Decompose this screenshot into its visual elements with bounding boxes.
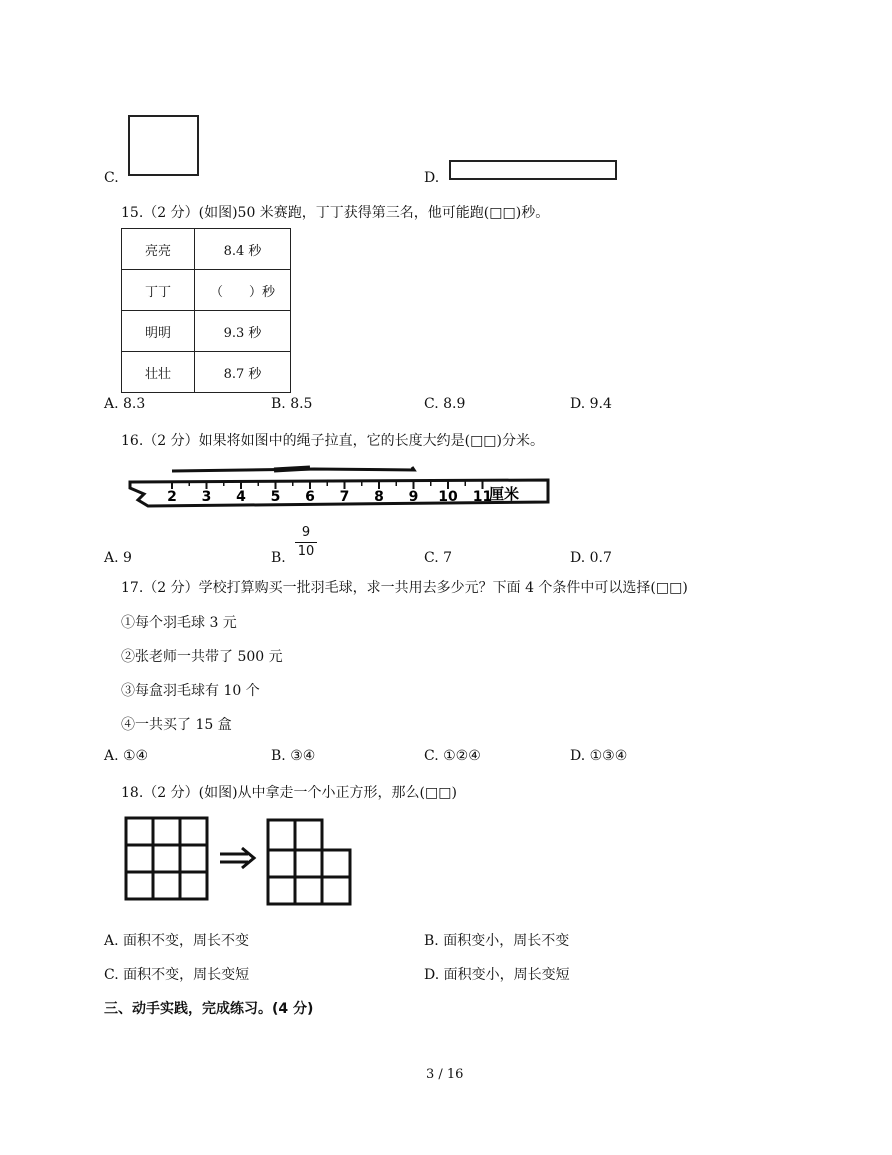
table-row [122, 270, 291, 311]
square-figure [128, 115, 199, 176]
ruler-tick-label: 9 [408, 489, 419, 505]
grid-3x3 [126, 818, 207, 899]
q15-option-a[interactable]: A. 8.3 [104, 396, 146, 412]
ruler-figure [124, 462, 554, 510]
q18-stem: 18.（2 分）(如图)从中拿走一个小正方形，那么(□□) [121, 785, 457, 801]
runner-name: 亮亮 [122, 229, 195, 270]
q15-option-c[interactable]: C. 8.9 [424, 396, 466, 412]
q17-condition-3: ③每盒羽毛球有 10 个 [121, 683, 260, 699]
rectangle-figure [449, 160, 617, 180]
q14-option-d-label: D. [424, 170, 440, 186]
page-number: 3 / 16 [426, 1067, 464, 1082]
q15-stem: 15.（2 分）(如图)50 米赛跑，丁丁获得第三名，他可能跑(□□)秒。 [121, 205, 550, 221]
q17-option-b[interactable]: B. ③④ [271, 748, 316, 764]
section-3-heading: 三、动手实践，完成练习。(4 分) [104, 1001, 314, 1017]
ruler-tick-label: 4 [236, 489, 246, 505]
ruler-tick-label: 6 [305, 489, 315, 505]
ruler-tick-label: 2 [167, 489, 177, 505]
rope-knot [274, 468, 310, 470]
ruler-tick-label: 5 [270, 489, 281, 505]
ruler-unit-label: 厘米 [489, 485, 520, 503]
runner-name: 丁丁 [122, 270, 195, 311]
fraction-numerator: 9 [301, 525, 311, 540]
q17-condition-4: ④一共买了 15 盒 [121, 717, 232, 733]
runner-time: 9.3 秒 [195, 311, 291, 352]
q17-option-a[interactable]: A. ①④ [104, 748, 149, 764]
table-row [122, 311, 291, 352]
q16-option-b[interactable]: B. [271, 550, 286, 566]
q16-option-d[interactable]: D. 0.7 [570, 550, 612, 566]
q17-option-c[interactable]: C. ①②④ [424, 748, 481, 764]
grid-minus-one [268, 820, 350, 904]
table-row [122, 352, 291, 393]
runner-time: 8.7 秒 [195, 352, 291, 393]
runner-name: 明明 [122, 311, 195, 352]
q17-option-d[interactable]: D. ①③④ [570, 748, 628, 764]
q17-condition-1: ①每个羽毛球 3 元 [121, 615, 237, 631]
ruler-tick-label: 3 [201, 489, 212, 505]
ruler-tick-label: 7 [339, 489, 350, 505]
table-row [122, 229, 291, 270]
q18-option-b[interactable]: B. 面积变小，周长不变 [424, 933, 570, 949]
q18-option-a[interactable]: A. 面积不变，周长不变 [104, 933, 250, 949]
q16-option-a[interactable]: A. 9 [104, 550, 132, 566]
ruler-tick-label: 11 [472, 489, 493, 505]
fraction-denominator: 10 [297, 544, 315, 559]
squares-figure [122, 814, 358, 914]
ruler-tick-label: 10 [438, 489, 458, 505]
q16-stem: 16.（2 分）如果将如图中的绳子拉直，它的长度大约是(□□)分米。 [121, 433, 544, 449]
ruler-tick-label: 8 [374, 489, 384, 505]
runner-time: （ ）秒 [195, 270, 291, 311]
runner-name: 壮壮 [122, 352, 195, 393]
q15-time-table [121, 228, 291, 393]
q14-option-c-label: C. [104, 170, 119, 186]
q18-option-c[interactable]: C. 面积不变，周长变短 [104, 967, 250, 983]
right-arrow-icon [220, 848, 254, 868]
q17-stem: 17.（2 分）学校打算购买一批羽毛球，求一共用去多少元？下面 4 个条件中可以选择(□□) [121, 580, 688, 596]
q16-option-c[interactable]: C. 7 [424, 550, 453, 566]
q18-option-d[interactable]: D. 面积变小，周长变短 [424, 967, 570, 983]
q17-condition-2: ②张老师一共带了 500 元 [121, 649, 283, 665]
ruler-ticks [167, 481, 492, 505]
q16-option-b-fraction [294, 524, 318, 561]
q15-option-b[interactable]: B. 8.5 [271, 396, 313, 412]
runner-time: 8.4 秒 [195, 229, 291, 270]
q15-option-d[interactable]: D. 9.4 [570, 396, 612, 412]
